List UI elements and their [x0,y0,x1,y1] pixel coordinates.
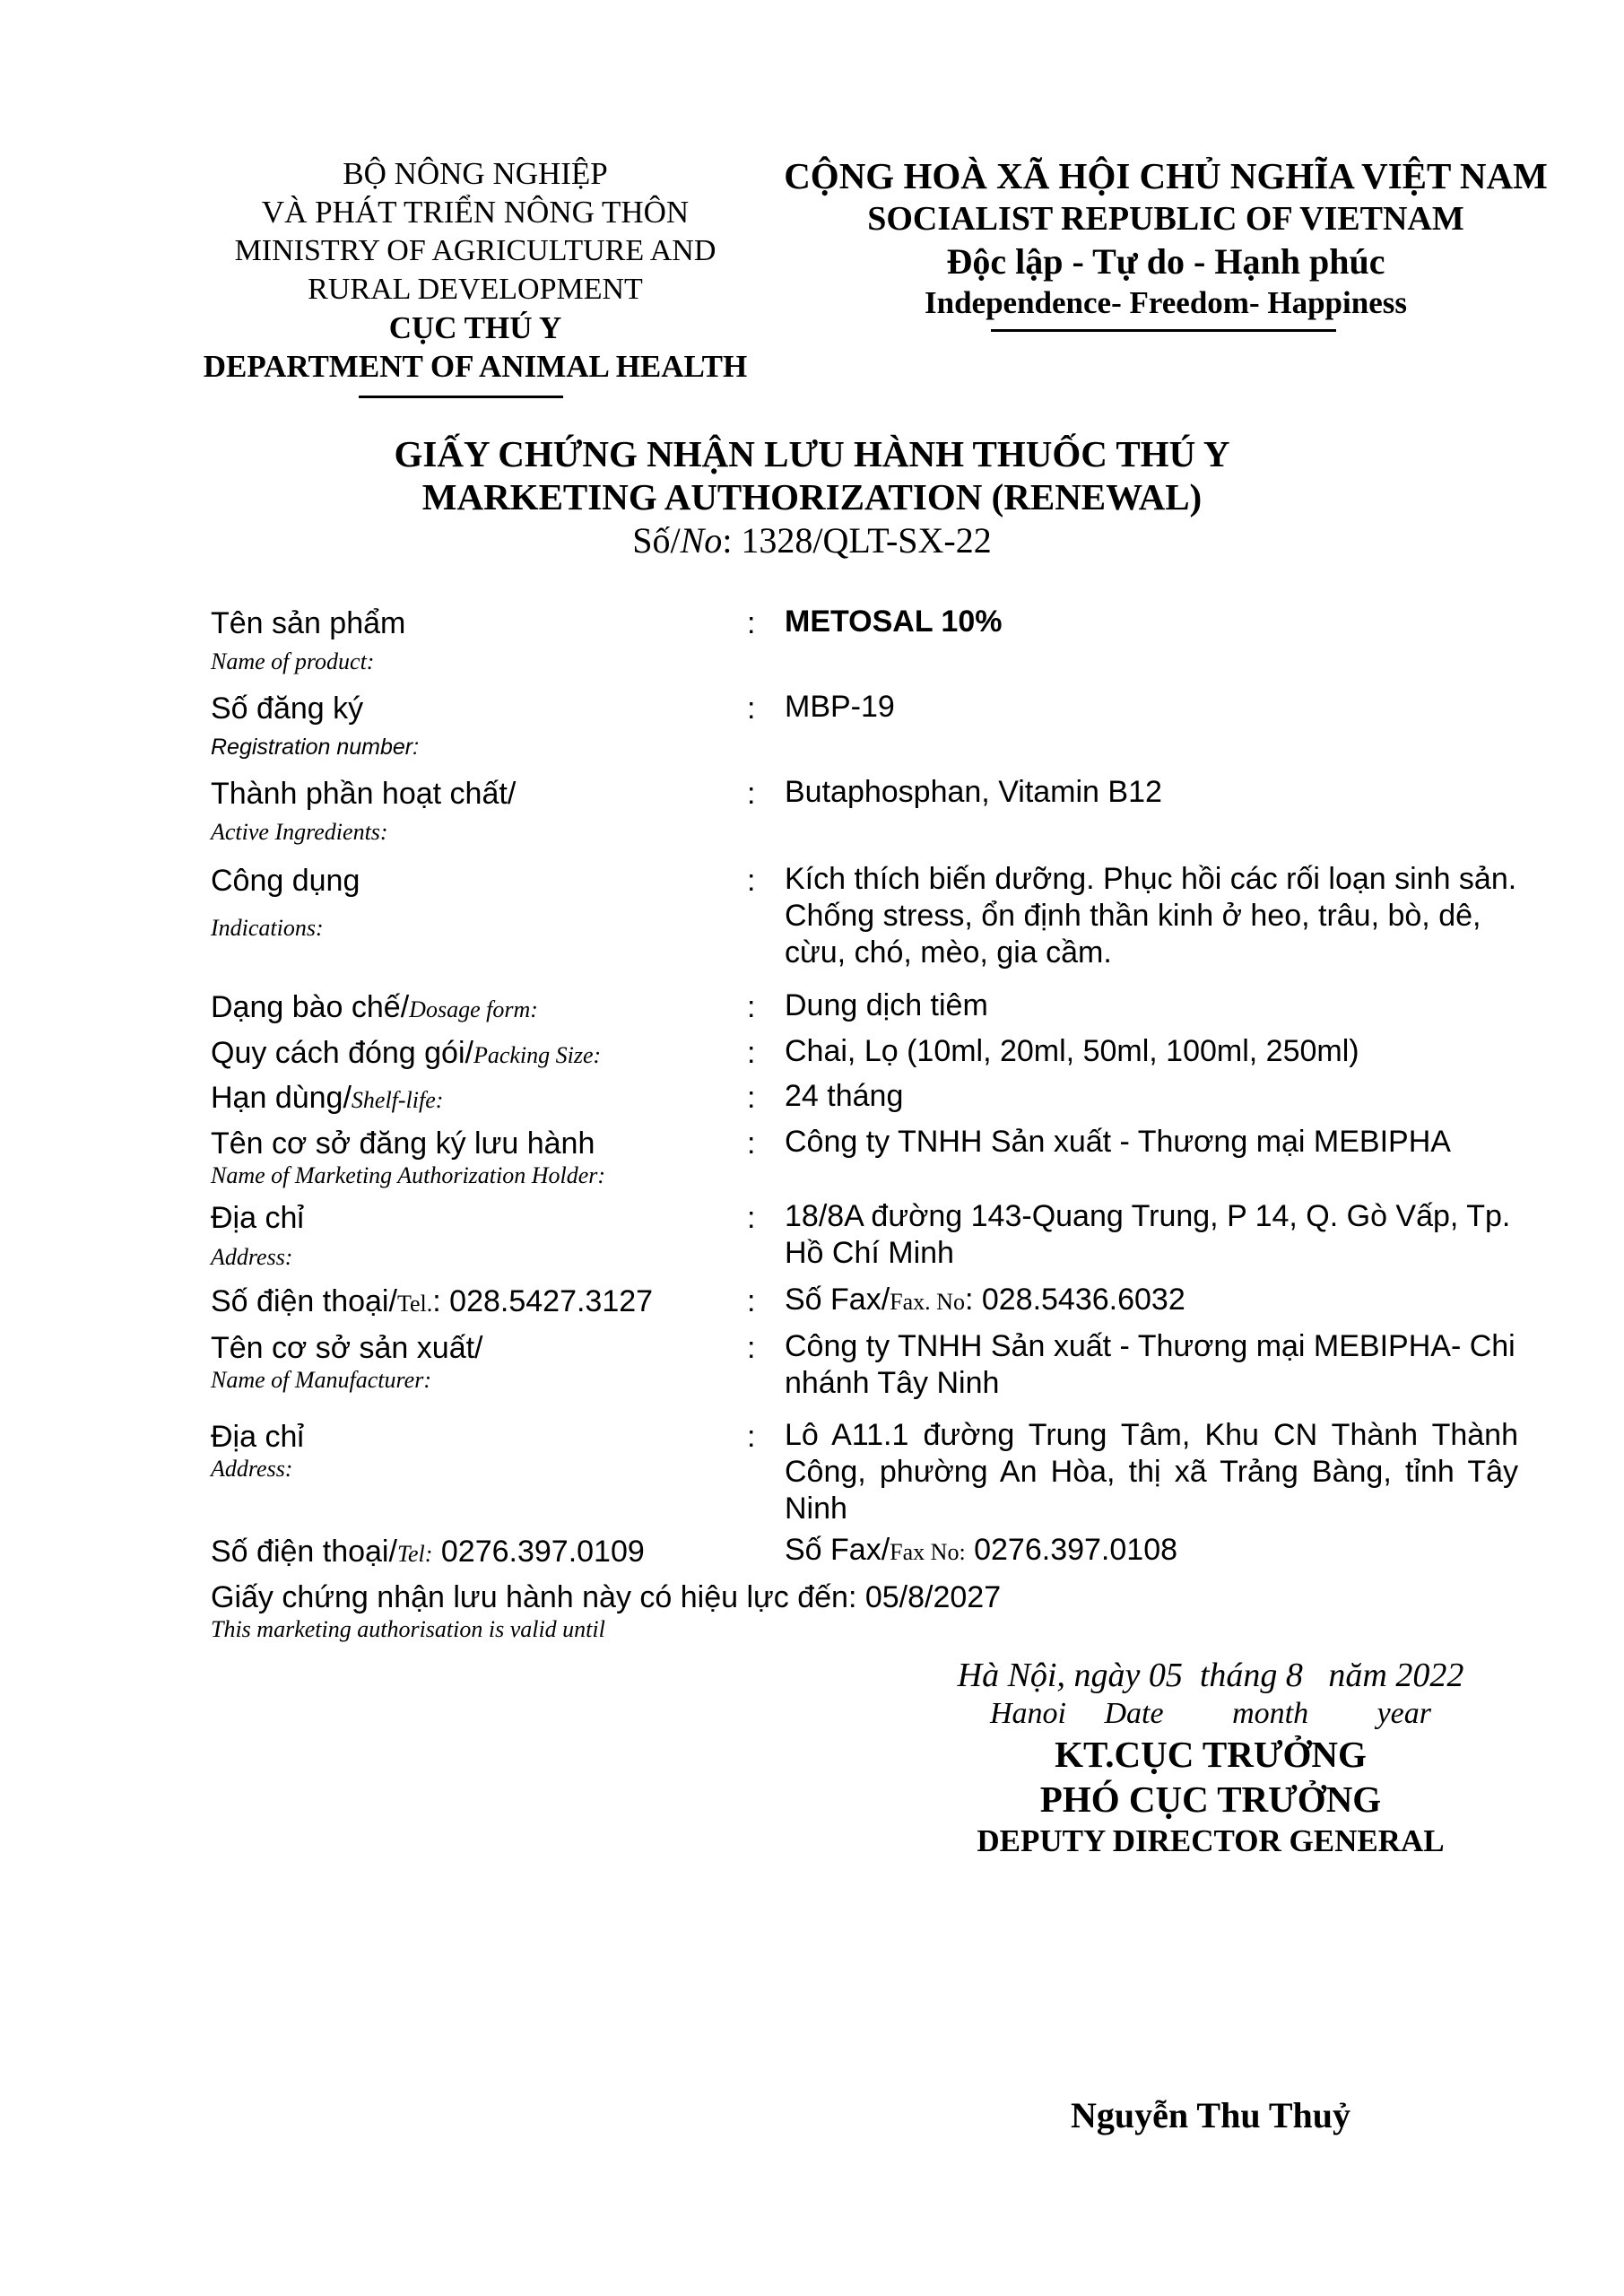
dosage-form-value: Dung dịch tiêm [785,988,988,1022]
separator: : [747,606,756,640]
label-vi: Thành phần hoạt chất/ [211,777,517,811]
ministry-name-vi-line1: BỘ NÔNG NGHIỆP [343,156,608,191]
validity-statement-en: This marketing authorisation is valid until [211,1616,605,1642]
issue-date-vi: Hà Nội, ngày 05 tháng 8 năm 2022 [957,1657,1464,1694]
label-en: Active Ingredients: [211,819,388,845]
signer-title-2: PHÓ CỤC TRƯỞNG [1039,1779,1382,1820]
signature-block [897,1655,1524,1861]
label-vi: Dạng bào chế/Dosage form: [211,990,538,1024]
registration-number-value: MBP-19 [785,690,895,724]
label-en: Name of Marketing Authorization Holder: [211,1162,606,1188]
separator: : [747,1081,756,1115]
manufacturer-address-value: Lô A11.1 đường Trung Tâm, Khu CN Thành Thành Công, phường An Hòa, thị xã Trảng Bàng, tỉnh Tây Ninh [785,1418,1518,1526]
shelf-life-value: 24 tháng [785,1079,904,1113]
label-vi: Tên sản phẩm [211,606,406,640]
header-right-divider [991,329,1336,332]
department-name-vi: CỤC THÚ Y [388,310,562,345]
validity-statement-vi: Giấy chứng nhận lưu hành này có hiệu lực đến: 05/8/2027 [211,1580,1002,1614]
manufacturer-value: Công ty TNHH Sản xuất - Thương mại MEBIPHA- Chi nhánh Tây Ninh [785,1329,1515,1400]
active-ingredients-value: Butaphosphan, Vitamin B12 [785,775,1162,809]
motto-en: Independence- Freedom- Happiness [925,285,1407,320]
separator: : [747,1036,756,1070]
manufacturer-phone: Số điện thoại/Tel: 0276.397.0109 [211,1535,645,1569]
label-vi: Tên cơ sở đăng ký lưu hành [211,1126,595,1161]
separator: : [747,1331,756,1365]
separator: : [747,777,756,811]
label-vi: Quy cách đóng gói/Packing Size: [211,1036,602,1070]
separator: : [747,864,756,898]
ministry-name-en-line1: MINISTRY OF AGRICULTURE AND [234,234,716,267]
indications-value: Kích thích biến dưỡng. Phục hồi các rối loạn sinh sản. Chống stress, ổn định thần kinh ở heo, trâu, bò, dê, cừu, chó, mèo, gia cầm. [785,862,1517,970]
signer-title-en: DEPUTY DIRECTOR GENERAL [977,1823,1445,1858]
issuing-authority-header [161,154,789,386]
holder-phone: Số điện thoại/Tel.: 028.5427.3127 [211,1284,654,1318]
signer-name: Nguyễn Thu Thuỷ [1070,2095,1351,2135]
ministry-name-vi-line2: VÀ PHÁT TRIỂN NÔNG THÔN [261,195,690,230]
manufacturer-fax: Số Fax/Fax No: 0276.397.0108 [785,1533,1178,1567]
label-vi: Hạn dùng/Shelf-life: [211,1081,444,1115]
holder-address-value: 18/8A đường 143-Quang Trung, P 14, Q. Gò Vấp, Tp. Hồ Chí Minh [785,1199,1511,1270]
label-vi: Tên cơ sở sản xuất/ [211,1331,483,1365]
label-en: Name of product: [211,648,375,674]
national-header [771,154,1560,323]
ma-holder-value: Công ty TNHH Sản xuất - Thương mại MEBIPHA [785,1125,1451,1159]
label-vi: Công dụng [211,864,360,898]
country-name-en: SOCIALIST REPUBLIC OF VIETNAM [867,200,1464,238]
issue-date-en: Hanoi Date month year [989,1697,1431,1730]
motto-vi: Độc lập - Tự do - Hạnh phúc [946,241,1385,282]
label-en: Name of Manufacturer: [211,1367,431,1393]
label-en: Registration number: [211,735,420,760]
packing-size-value: Chai, Lọ (10ml, 20ml, 50ml, 100ml, 250ml) [785,1034,1359,1068]
title-en: MARKETING AUTHORIZATION (RENEWAL) [421,476,1203,517]
label-en: Address: [211,1456,293,1482]
label-en: Address: [211,1244,293,1270]
separator: : [747,990,756,1024]
label-vi: Địa chỉ [211,1201,304,1235]
document-title [269,432,1355,563]
document-number: Số/No: 1328/QLT-SX-22 [632,520,992,561]
department-name-en: DEPARTMENT OF ANIMAL HEALTH [203,349,748,384]
holder-fax: Số Fax/Fax. No: 028.5436.6032 [785,1283,1185,1317]
label-en: Indications: [211,915,324,941]
separator: : [747,1201,756,1235]
product-name-value: METOSAL 10% [785,604,1003,639]
separator: : [747,691,756,726]
header-left-divider [359,396,563,398]
label-vi: Địa chỉ [211,1420,304,1454]
separator: : [747,1284,756,1318]
country-name-vi: CỘNG HOÀ XÃ HỘI CHỦ NGHĨA VIỆT NAM [784,155,1548,196]
ministry-name-en-line2: RURAL DEVELOPMENT [308,273,643,306]
label-vi: Số đăng ký [211,691,364,726]
separator: : [747,1126,756,1161]
signer-title-1: KT.CỤC TRƯỞNG [1055,1734,1367,1775]
title-vi: GIẤY CHỨNG NHẬN LƯU HÀNH THUỐC THÚ Y [394,433,1230,474]
separator: : [747,1420,756,1454]
